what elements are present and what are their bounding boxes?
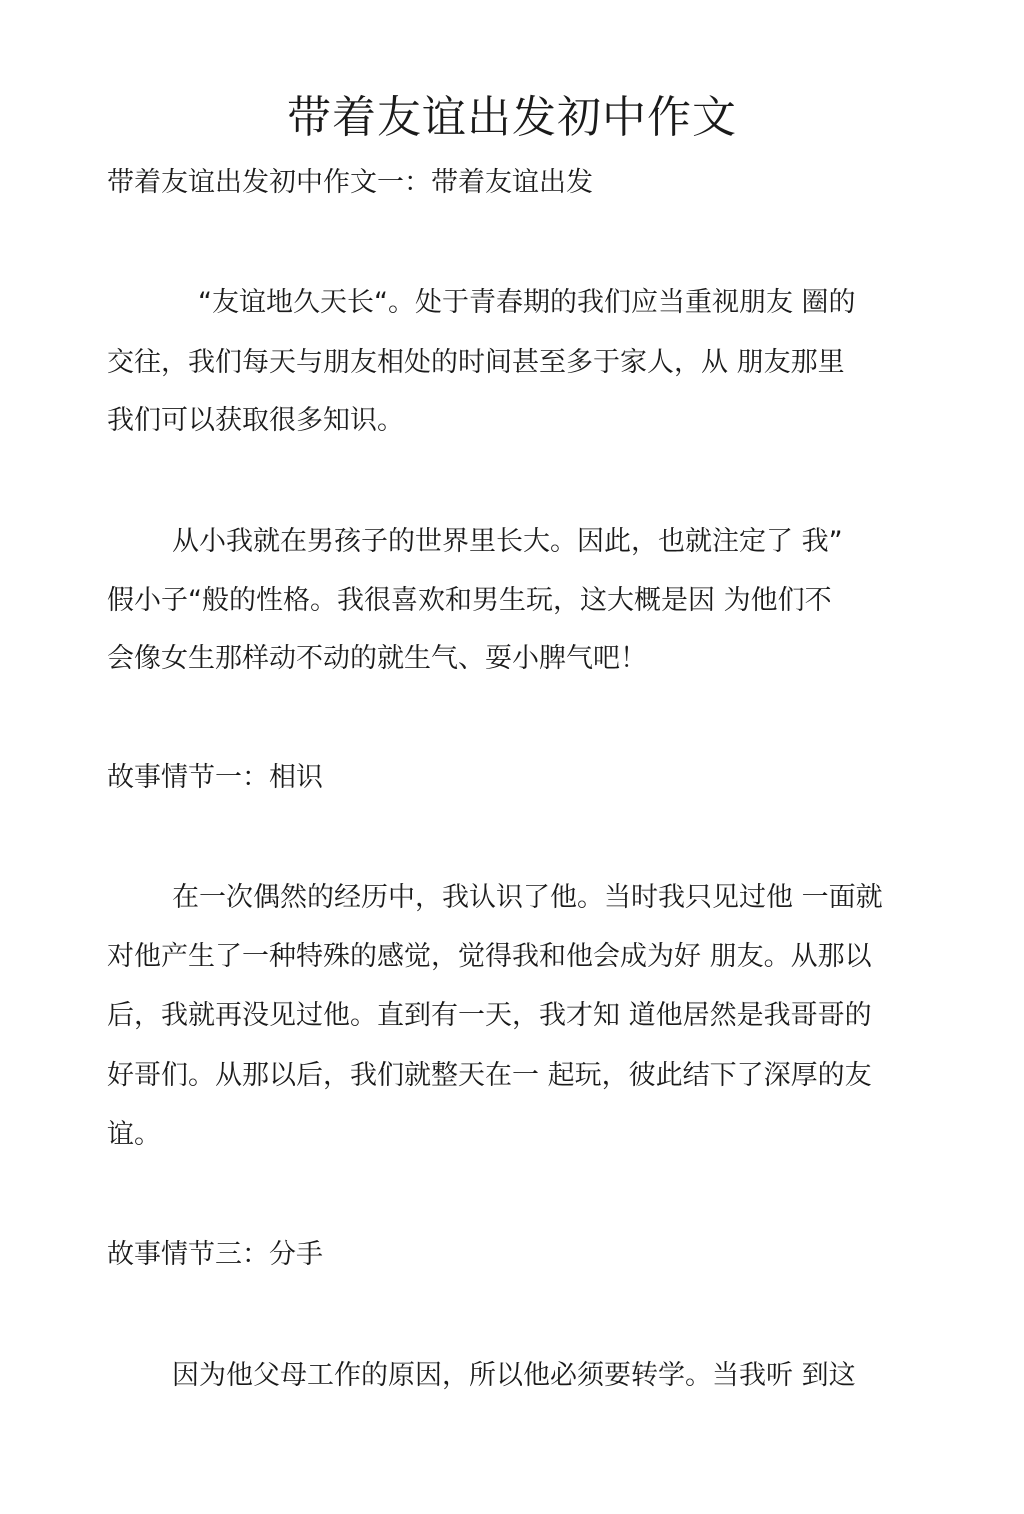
paragraph-3-line-5: 谊。 [107, 1119, 161, 1150]
paragraph-2-line-2: 假小子“般的性格。我很喜欢和男生玩，这大概是因 为他们不 [107, 585, 832, 616]
paragraph-1-line-3: 我们可以获取很多知识。 [107, 405, 404, 436]
paragraph-2-line-1: 从小我就在男孩子的世界里长大。因此，也就注定了 我” [172, 526, 843, 557]
paragraph-3-line-2: 对他产生了一种特殊的感觉，觉得我和他会成为好 朋友。从那以 [107, 941, 872, 972]
paragraph-3-line-3: 后，我就再没见过他。直到有一天，我才知 道他居然是我哥哥的 [107, 1000, 872, 1031]
section-heading-2: 故事情节三：分手 [107, 1239, 323, 1270]
paragraph-1-line-2: 交往，我们每天与朋友相处的时间甚至多于家人，从 朋友那里 [107, 347, 845, 378]
paragraph-4-line-1: 因为他父母工作的原因，所以他必须要转学。当我听 到这 [172, 1360, 856, 1391]
paragraph-1-line-1: “友谊地久天长“。处于青春期的我们应当重视朋友 圈的 [198, 287, 856, 318]
paragraph-2-line-3: 会像女生那样动不动的就生气、耍小脾气吧！ [107, 643, 647, 674]
section-heading-1: 故事情节一：相识 [107, 762, 323, 793]
document-title: 带着友谊出发初中作文 [287, 92, 737, 143]
paragraph-3-line-1: 在一次偶然的经历中，我认识了他。当时我只见过他 一面就 [172, 882, 883, 913]
paragraph-3-line-4: 好哥们。从那以后，我们就整天在一 起玩，彼此结下了深厚的友 [107, 1060, 872, 1091]
document-subtitle: 带着友谊出发初中作文一：带着友谊出发 [107, 167, 593, 198]
